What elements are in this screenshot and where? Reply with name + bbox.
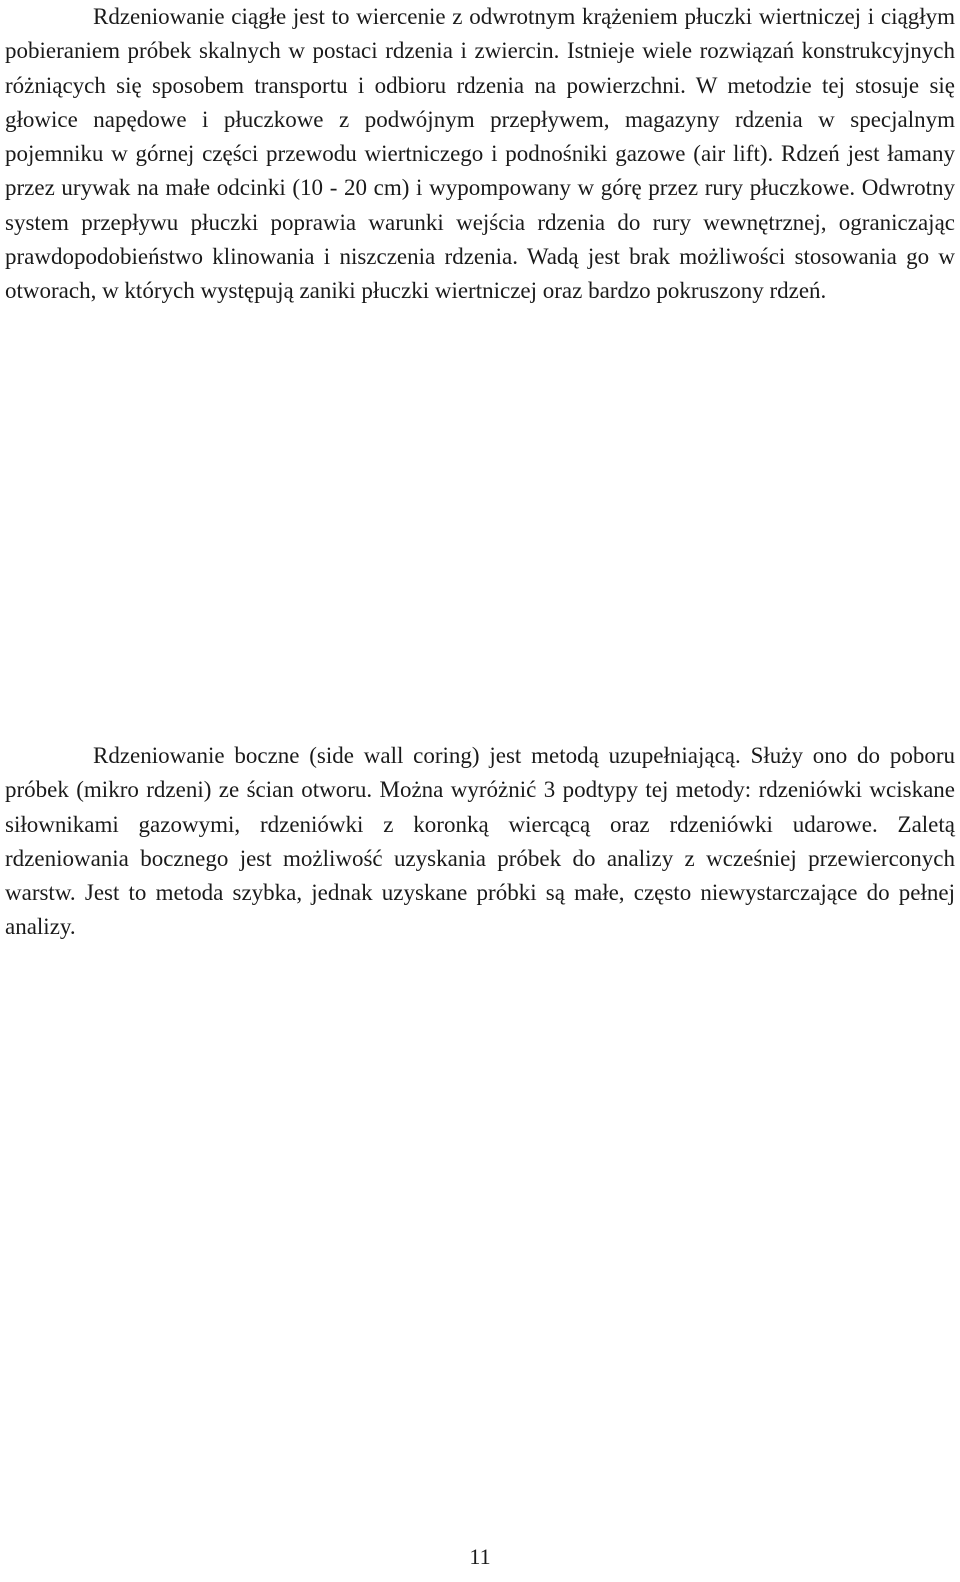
- document-page: [5, 0, 955, 1582]
- paragraph-continuous-coring: Rdzeniowanie ciągłe jest to wiercenie z odwrotnym krążeniem płuczki wiertniczej i ciągłym pobieraniem próbek skalnych w postaci rdzenia i zwiercin. Istnieje wiele rozwiązań konstrukcyjnych różniących się sposobem transportu i odbioru rdzenia na powierzchni. W metodzie tej stosuje się głowice napędowe i płuczkowe z podwójnym przepływem, magazyny rdzenia w specjalnym pojemniku w górnej części przewodu wiertniczego i podnośniki gazowe (air lift). Rdzeń jest łamany przez urywak na małe odcinki (10 - 20 cm) i wypompowany w górę przez rury płuczkowe. Odwrotny system przepływu płuczki poprawia warunki wejścia rdzenia do rury wewnętrznej, ograniczając prawdopodobieństwo klinowania i niszczenia rdzenia. Wadą jest brak możliwości stosowania go w otworach, w których występują zaniki płuczki wiertniczej oraz bardzo pokruszony rdzeń.: [5, 4, 955, 304]
- paragraph-side-wall-coring: Rdzeniowanie boczne (side wall coring) jest metodą uzupełniającą. Służy ono do poboru próbek (mikro rdzeni) ze ścian otworu. Można wyróżnić 3 podtypy tej metody: rdzeniówki wciskane siłownikami gazowymi, rdzeniówki z koronką wiercącą oraz rdzeniówki udarowe. Zaletą rdzeniowania bocznego jest możliwość uzyskania próbek do analizy z wcześniej przewierconych warstw. Jest to metoda szybka, jednak uzyskane próbki są małe, często niewystarczające do pełnej analizy.: [5, 743, 955, 940]
- page-number: 11: [469, 1544, 491, 1569]
